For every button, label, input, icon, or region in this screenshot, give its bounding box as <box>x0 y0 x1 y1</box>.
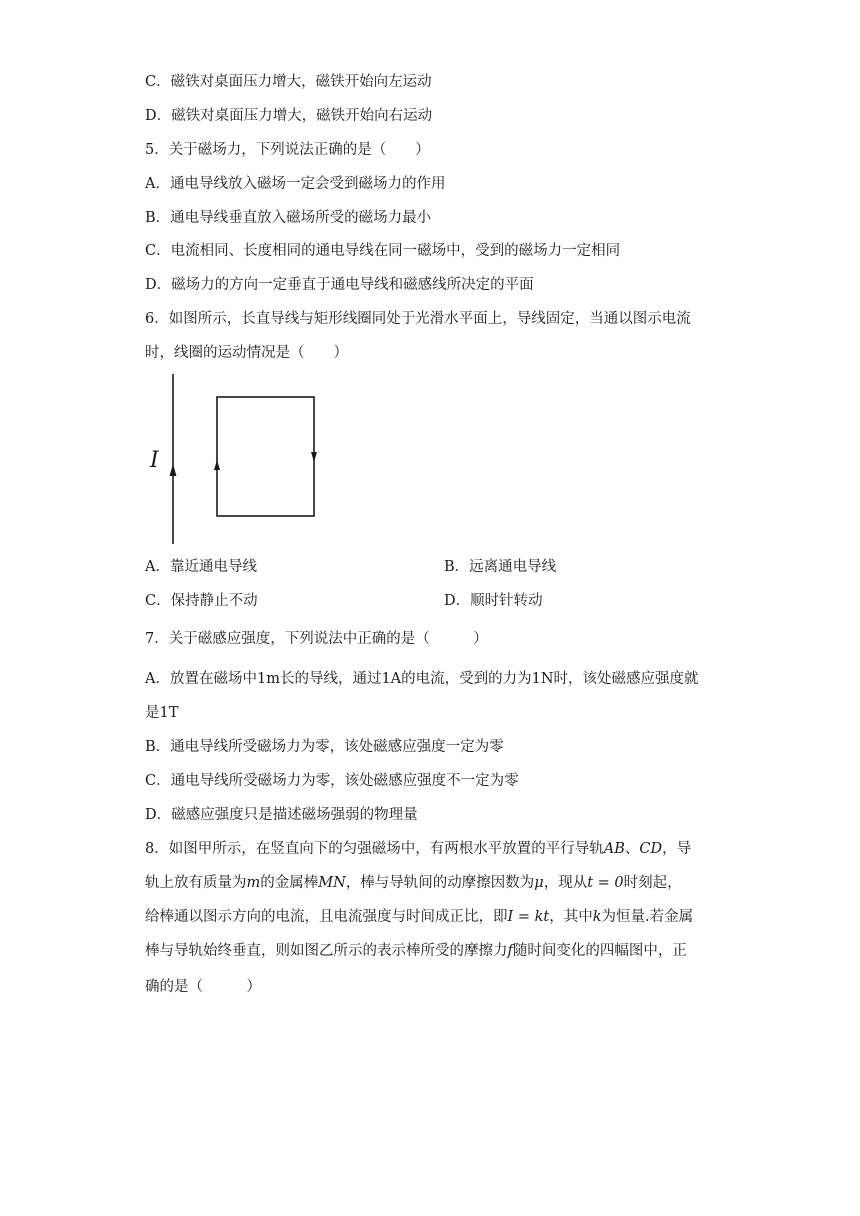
q6-stem-line2: 时，线圈的运动情况是（ ） <box>145 345 348 361</box>
q8-line1-text-b: ，导 <box>662 841 692 857</box>
q8-t-zero: t = 0 <box>587 875 624 891</box>
wire-current-arrow-icon <box>170 464 177 476</box>
rectangular-coil <box>217 397 314 516</box>
prev-option-d: D．磁铁对桌面压力增大，磁铁开始向右运动 <box>145 108 433 124</box>
q7-option-c: C．通电导线所受磁场力为零，该处磁感应强度不一定为零 <box>145 773 519 789</box>
q5-stem: 5．关于磁场力，下列说法正确的是（ ） <box>145 142 430 158</box>
q8-line5: 确的是（ ） <box>145 979 261 995</box>
q8-mu-symbol: μ <box>534 875 544 891</box>
q8-line3-text-a: 给棒通以图示方向的电流，且电流强度与时间成正比，即 <box>145 909 508 925</box>
q8-line4-text-b: 随时间变化的四幅图中，正 <box>512 943 687 959</box>
q8-line4 <box>145 941 687 961</box>
q8-line4-text-a: 棒与导轨始终垂直，则如图乙所示的表示棒所受的摩擦力 <box>145 943 508 959</box>
q8-rod-mn: MN <box>318 875 346 891</box>
q8-line2-text-d: ，现从 <box>543 875 588 891</box>
q6-stem-line1: 6．如图所示，长直导线与矩形线圈同处于光滑水平面上，导线固定，当通以图示电流 <box>145 311 691 327</box>
q8-line1-text-a: 8．如图甲所示，在竖直向下的匀强磁场中，有两根水平放置的平行导轨 <box>145 841 604 857</box>
q8-separator: 、 <box>624 841 640 857</box>
q6-option-b: B．远离通电导线 <box>444 559 557 575</box>
q8-mass-symbol: m <box>246 875 261 891</box>
coil-right-arrow-icon <box>311 452 317 462</box>
q8-line2-text-c: ，棒与导轨间的动摩擦因数为 <box>345 875 535 891</box>
q8-k-symbol: k <box>592 909 602 925</box>
q7-option-a-line2: 是1T <box>145 705 179 721</box>
q7-option-d: D．磁感应强度只是描述磁场强弱的物理量 <box>145 807 418 823</box>
q8-line2 <box>145 873 682 893</box>
q5-option-b: B．通电导线垂直放入磁场所受的磁场力最小 <box>145 210 432 226</box>
q8-f-symbol: f <box>507 943 513 959</box>
current-label: I <box>150 448 159 473</box>
q8-line3 <box>145 907 693 927</box>
q6-option-c: C．保持静止不动 <box>145 593 258 609</box>
q5-option-d: D．磁场力的方向一定垂直于通电导线和磁感线所决定的平面 <box>145 277 534 293</box>
q7-option-a-line1: A．放置在磁场中1m长的导线，通过1A的电流，受到的力为1N时，该处磁感应强度就 <box>145 671 699 687</box>
prev-option-c: C．磁铁对桌面压力增大，磁铁开始向左运动 <box>145 74 432 90</box>
q8-current-formula: I = kt <box>507 909 550 925</box>
q8-line2-text-a: 轨上放有质量为 <box>145 875 247 891</box>
q6-option-a: A．靠近通电导线 <box>145 559 257 575</box>
q7-option-b: B．通电导线所受磁场力为零，该处磁感应强度一定为零 <box>145 739 504 755</box>
q8-line1 <box>145 839 691 859</box>
q5-option-c: C．电流相同、长度相同的通电导线在同一磁场中，受到的磁场力一定相同 <box>145 243 621 259</box>
q8-line2-text-e: 时刻起， <box>623 875 682 891</box>
q7-stem: 7．关于磁感应强度，下列说法中正确的是（ ） <box>145 631 488 647</box>
q8-rail-cd: CD <box>639 841 663 857</box>
q8-line3-text-c: 为恒量.若金属 <box>601 909 694 925</box>
wire-coil-figure <box>140 370 340 550</box>
q8-line2-text-b: 的金属棒 <box>260 875 319 891</box>
coil-left-arrow-icon <box>214 460 220 470</box>
q5-option-a: A．通电导线放入磁场一定会受到磁场力的作用 <box>145 176 446 192</box>
q8-rail-ab: AB <box>603 841 625 857</box>
q8-line3-text-b: ，其中 <box>549 909 593 925</box>
q6-option-d: D．顺时针转动 <box>444 593 543 609</box>
